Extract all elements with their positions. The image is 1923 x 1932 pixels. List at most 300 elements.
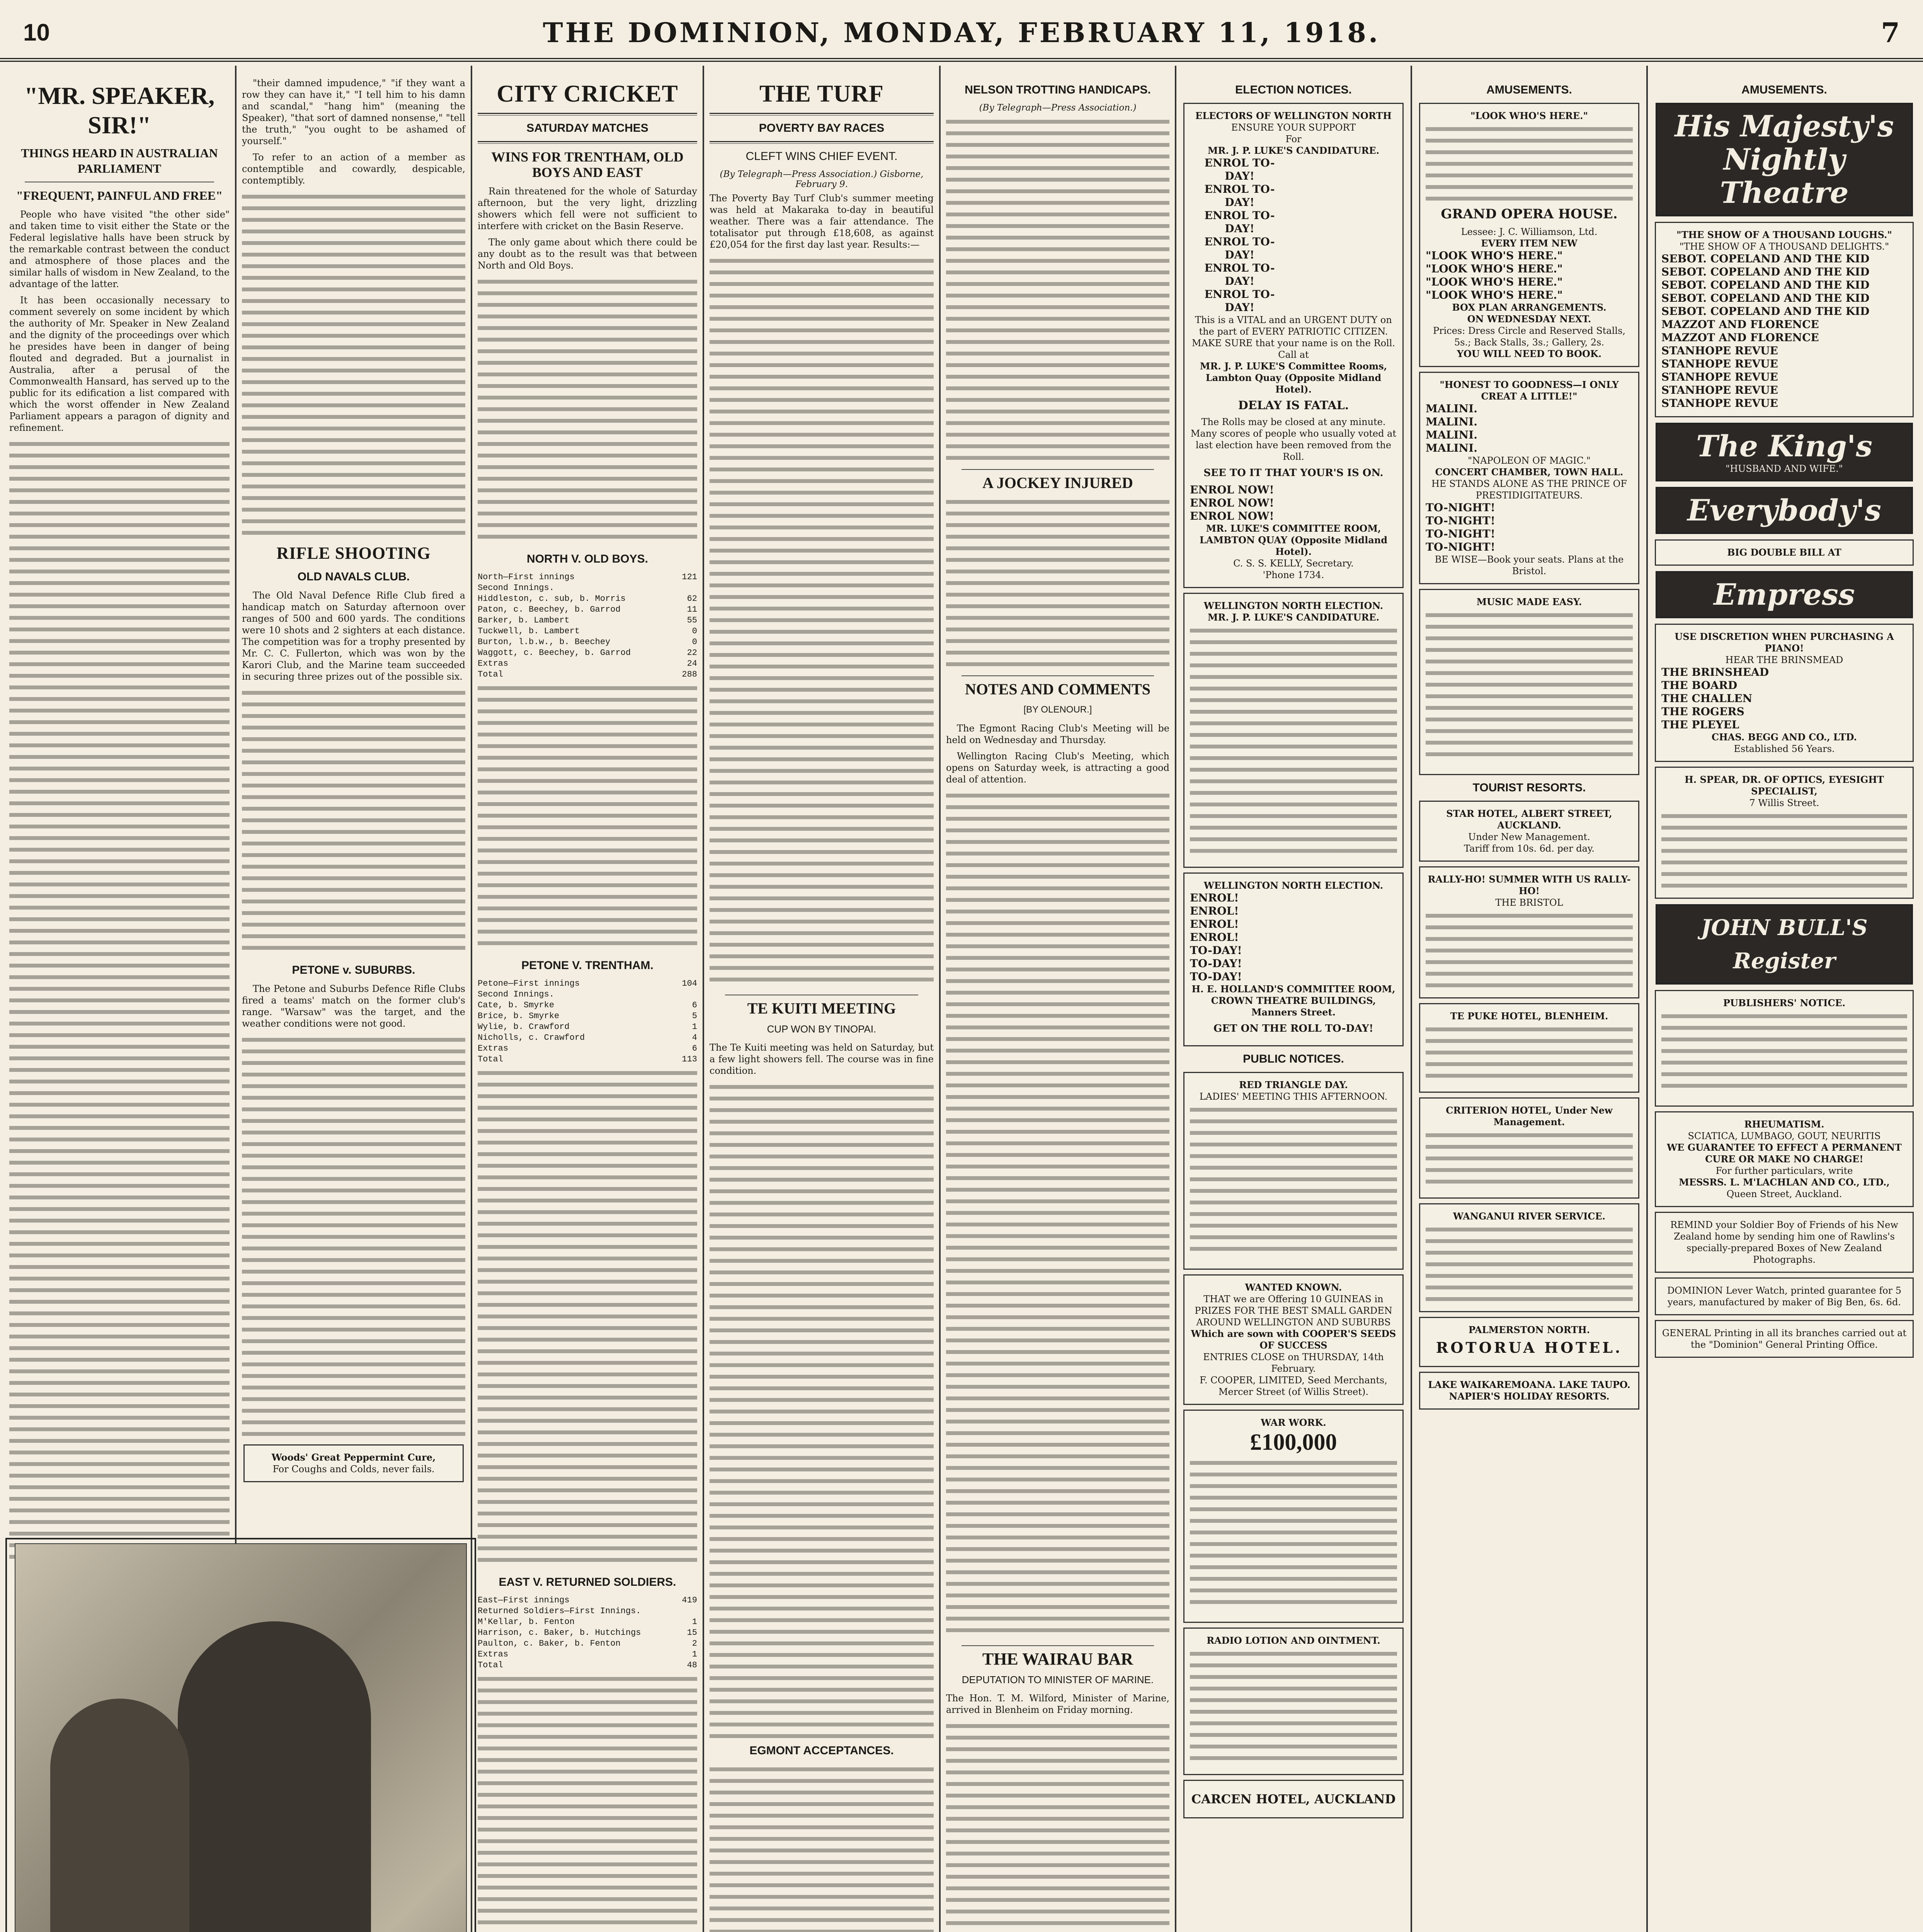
enrol-item: ENROL!	[1190, 891, 1239, 904]
article-headline: "MR. SPEAKER, SIR!"	[24, 82, 215, 139]
notice-line: ENTRIES CLOSE on THURSDAY, 14th February.	[1203, 1352, 1384, 1374]
enrol-item: ENROL TO-DAY!	[1204, 235, 1275, 261]
score-batsman: Total	[478, 1660, 504, 1670]
divider	[478, 141, 697, 144]
section-subheading: POVERTY BAY RACES	[759, 122, 885, 134]
ad-list-item: THE ROGERS	[1661, 705, 1744, 718]
ad-line: "NAPOLEON OF MAGIC."	[1468, 455, 1591, 466]
divider	[478, 113, 697, 116]
ad-body	[1426, 1224, 1633, 1301]
notice-heading: CARCEN HOTEL, AUCKLAND	[1191, 1792, 1396, 1806]
score-row	[478, 669, 697, 680]
article-paragraph: The Poverty Bay Turf Club's summer meeting was held at Makaraka to-day in beautiful weather. There was a fair attendance. The totalisator put through £18,608, as against £20,054 for the first day last year. Results:—	[710, 193, 934, 250]
score-row	[478, 572, 697, 583]
notice-rooms: H. E. HOLLAND'S COMMITTEE ROOM, CROWN THEATRE BUILDINGS, Manners Street.	[1191, 983, 1395, 1018]
kodak-figure	[178, 1621, 371, 1932]
ad-list-item: MALINI.	[1426, 415, 1477, 428]
logo-title: Everybody's	[1687, 493, 1881, 527]
ad-venue: ROTORUA HOTEL.	[1436, 1339, 1623, 1356]
section-heading: NELSON TROTTING HANDICAPS.	[965, 83, 1151, 96]
score-batsman: Total	[478, 1054, 504, 1064]
article-text-block	[478, 276, 697, 546]
ad-list-item: "LOOK WHO'S HERE."	[1426, 249, 1563, 262]
article-paragraph: The Old Naval Defence Rifle Club fired a handicap match on Saturday afternoon over ranges of 500 and 600 yards. The conditions were 10 shots and 2 sighters at each distance. The competition was for a trophy presented by Mr. C. C. Fullerton, which was won by the Karori Club, and the Marine team succeeded in securing three prizes out of the possible six.	[242, 590, 465, 682]
notice-heading: RADIO LOTION AND OINTMENT.	[1207, 1635, 1380, 1646]
ad-title: PUBLISHERS' NOTICE.	[1723, 997, 1846, 1009]
notice-candidate: MR. J. P. LUKE'S CANDIDATURE.	[1207, 612, 1380, 623]
section-heading: THE TURF	[759, 81, 884, 107]
publishers-notice	[1655, 990, 1914, 1107]
column-3	[472, 68, 703, 1932]
article-subhead: CUP WON BY TINOPAI.	[767, 1023, 876, 1035]
ad-list-item: TO-NIGHT!	[1426, 501, 1496, 514]
ad-title: RHEUMATISM.	[1744, 1119, 1824, 1130]
divider	[962, 675, 1154, 676]
article-headline: THE WAIRAU BAR	[982, 1650, 1133, 1668]
score-row	[478, 1649, 697, 1660]
dateline: (By Telegraph—Press Association.) Gisborne, February 9.	[720, 169, 924, 189]
war-work-ad	[1183, 1410, 1404, 1623]
article-paragraph: People who have visited "the other side" and taken time to visit either the State or the Federal legislative halls have been struck by the remarkable contrast between the conduct and atmosphere of those places and the similar halls of wisdom in New Zealand, to the advantage of the latter.	[9, 209, 230, 289]
article-subhead: "FREQUENT, PAINFUL AND FREE"	[16, 189, 223, 202]
scorecard	[478, 572, 697, 680]
ad-title: H. SPEAR, DR. OF OPTICS, EYESIGHT SPECIALIST,	[1685, 774, 1884, 797]
ad-list-item: THE BRINSHEAD	[1661, 666, 1769, 679]
score-batsman: Second Innings.	[478, 990, 555, 999]
score-row	[478, 1638, 697, 1649]
article-headline: TE KUITI MEETING	[747, 1000, 896, 1017]
score-row	[478, 1660, 697, 1671]
ad-title: CRITERION HOTEL, Under New Management.	[1446, 1105, 1613, 1128]
score-batsman: Petone—First innings	[478, 979, 580, 988]
score-batsman: North—First innings	[478, 572, 575, 582]
ad-list	[1426, 501, 1633, 554]
score-batsman: Wylie, b. Crawford	[478, 1022, 570, 1032]
hotel-ad	[1419, 866, 1639, 998]
ad-body	[1426, 1129, 1633, 1187]
ad-title: LAKE WAIKAREMOANA. LAKE TAUPO.	[1428, 1379, 1630, 1390]
score-runs: 1	[692, 1022, 697, 1032]
the-kings-logo	[1656, 423, 1913, 481]
ad-list-item: SEBOT. COPELAND AND THE KID	[1661, 265, 1870, 278]
ad-line: MESSRS. L. M'LACHLAN AND CO., LTD.,	[1679, 1177, 1890, 1188]
score-row	[478, 594, 697, 604]
enrol-item: TO-DAY!	[1190, 957, 1242, 970]
ad-body	[1661, 1010, 1907, 1095]
public-notice	[1183, 1072, 1404, 1270]
score-batsman: Extras	[478, 1650, 509, 1659]
ad-list-item: TO-NIGHT!	[1426, 541, 1496, 553]
article-paragraph: The Hon. T. M. Wilford, Minister of Marine, arrived in Blenheim on Friday morning.	[946, 1693, 1169, 1715]
ad-title: "LOOK WHO'S HERE."	[1470, 110, 1588, 121]
ad-line: NAPIER'S HOLIDAY RESORTS.	[1449, 1391, 1610, 1402]
score-batsman: Extras	[478, 659, 509, 668]
notice-heading: RED TRIANGLE DAY.	[1239, 1079, 1348, 1090]
score-runs: 288	[682, 670, 697, 679]
article-subhead: DEPUTATION TO MINISTER OF MARINE.	[962, 1674, 1154, 1685]
score-batsman: Total	[478, 670, 504, 679]
notice-body	[1190, 1457, 1397, 1612]
score-runs: 0	[692, 637, 697, 647]
score-row	[478, 1054, 697, 1065]
ad-list-item: MAZZOT AND FLORENCE	[1661, 318, 1819, 331]
notice-phone: 'Phone 1734.	[1263, 570, 1324, 580]
cooper-seeds-ad	[1183, 1274, 1404, 1405]
election-notice	[1183, 872, 1404, 1046]
column-8	[1648, 68, 1921, 1932]
ad-list-item: THE CHALLEN	[1661, 692, 1753, 705]
article-paragraph: To refer to an action of a member as contemptible and cowardly, despicable, contemptibly.	[242, 152, 465, 186]
score-runs: 0	[692, 626, 697, 636]
enrol-item: ENROL TO-DAY!	[1204, 183, 1275, 209]
score-runs: 4	[692, 1033, 697, 1043]
scorecard-continued	[478, 1673, 697, 1932]
notice-line: Which are sown with COOPER'S SEEDS OF SUCCESS	[1191, 1328, 1396, 1351]
ad-line: EVERY ITEM NEW	[1481, 238, 1578, 249]
scorecard-continued	[478, 682, 697, 953]
ad-title: MUSIC MADE EASY.	[1476, 596, 1582, 607]
article-paragraph: The Egmont Racing Club's Meeting will be held on Wednesday and Thursday.	[946, 723, 1169, 745]
article-text-block	[946, 1720, 1169, 1932]
article-headline: NOTES AND COMMENTS	[965, 680, 1151, 698]
ad-line: "THE SHOW OF A THOUSAND DELIGHTS."	[1679, 241, 1889, 252]
score-row	[478, 658, 697, 669]
score-runs: 1	[692, 1650, 697, 1659]
ad-line: Queen Street, Auckland.	[1726, 1189, 1842, 1199]
score-runs: 11	[687, 605, 697, 614]
section-heading: AMUSEMENTS.	[1741, 83, 1827, 96]
ad-line: WE GUARANTEE TO EFFECT A PERMANENT CURE OR MAKE NO CHARGE!	[1667, 1142, 1902, 1165]
ad-list-item: MALINI.	[1426, 402, 1477, 415]
score-row	[478, 1022, 697, 1032]
score-runs: 62	[687, 594, 697, 604]
peppermint-ad	[243, 1444, 464, 1482]
ad-list-item: THE PLEYEL	[1661, 718, 1739, 731]
ad-list-item: STANHOPE REVUE	[1661, 371, 1778, 383]
ad-subtitle: For Coughs and Colds, never fails.	[272, 1464, 435, 1475]
kodak-illustration	[15, 1543, 467, 1932]
score-batsman: Tuckwell, b. Lambert	[478, 626, 580, 636]
ad-title: "HONEST TO GOODNESS—I ONLY CREAT A LITTLE!"	[1440, 379, 1619, 402]
ad-list-item: STANHOPE REVUE	[1661, 397, 1778, 410]
notice-body: This is a VITAL and an URGENT DUTY on the part of EVERY PATRIOTIC CITIZEN. MAKE SURE that your name is on the Roll.	[1191, 315, 1395, 349]
match-heading: PETONE V. TRENTHAM.	[521, 959, 653, 972]
enrol-now-list	[1190, 483, 1397, 523]
piano-ad	[1655, 624, 1914, 762]
hotel-ad	[1419, 801, 1639, 862]
article-paragraph: The only game about which there could be any doubt as to the result was that between North and Old Boys.	[478, 237, 697, 271]
theatre-ad	[1419, 103, 1639, 367]
watch-ad	[1655, 1277, 1914, 1315]
match-heading: EAST V. RETURNED SOLDIERS.	[499, 1576, 676, 1588]
score-runs: 6	[692, 1000, 697, 1010]
article-paragraph: The Petone and Suburbs Defence Rifle Clubs fired a teams' match on the former club's range. "Warsaw" was the target, and the weather conditions were not good.	[242, 983, 465, 1029]
section-subheading: PETONE v. SUBURBS.	[292, 964, 415, 976]
score-batsman: Paton, c. Beechey, b. Garrod	[478, 605, 621, 614]
score-runs: 55	[687, 616, 697, 625]
score-runs: 419	[682, 1595, 697, 1605]
notice-line: Call at	[1278, 349, 1309, 360]
ad-line: Tariff from 10s. 6d. per day.	[1464, 843, 1595, 854]
notice-body	[1190, 625, 1397, 857]
ad-list-item: SEBOT. COPELAND AND THE KID	[1661, 252, 1870, 265]
hotel-ad	[1183, 1780, 1404, 1818]
scorecard	[478, 1595, 697, 1671]
notice-body: THAT we are Offering 10 GUINEAS in PRIZES FOR THE BEST SMALL GARDEN AROUND WELLINGTON AND SUBURBS	[1195, 1294, 1392, 1328]
enrol-item: ENROL TO-DAY!	[1204, 262, 1275, 287]
enrol-item: ENROL!	[1190, 905, 1239, 917]
score-row	[478, 1617, 697, 1628]
article-byline: [BY OLENOUR.]	[1023, 704, 1092, 715]
ad-line: CHAS. BEGG AND CO., LTD.	[1712, 731, 1857, 743]
score-runs: 5	[692, 1011, 697, 1021]
score-row	[478, 1043, 697, 1054]
ad-title: USE DISCRETION WHEN PURCHASING A PIANO!	[1675, 631, 1894, 654]
race-results	[710, 1081, 934, 1738]
notice-heading: WELLINGTON NORTH ELECTION.	[1203, 600, 1384, 611]
enrol-grid	[1190, 891, 1397, 983]
ad-title: STAR HOTEL, ALBERT STREET, AUCKLAND.	[1446, 808, 1612, 831]
ad-title: PALMERSTON NORTH.	[1468, 1324, 1590, 1335]
score-runs: 1	[692, 1617, 697, 1627]
ad-line: Lessee: J. C. Williamson, Ltd.	[1461, 226, 1598, 237]
ad-line: Under New Management.	[1468, 832, 1590, 842]
column-4	[704, 68, 939, 1932]
article-headline: EGMONT ACCEPTANCES.	[749, 1744, 894, 1757]
ad-line: BOX PLAN ARRANGEMENTS.	[1452, 302, 1606, 313]
divider	[710, 113, 934, 116]
ad-list-item: "LOOK WHO'S HERE."	[1426, 289, 1563, 301]
score-batsman: Burton, l.b.w., b. Beechey	[478, 637, 611, 647]
enrol-list	[1190, 156, 1397, 314]
score-batsman: Returned Soldiers—First Innings.	[478, 1606, 641, 1616]
section-heading: CITY CRICKET	[497, 81, 678, 107]
ad-line: Prices: Dress Circle and Reserved Stalls, 5s.; Back Stalls, 3s.; Gallery, 2s.	[1433, 325, 1626, 348]
malini-ad	[1419, 372, 1639, 584]
notice-rooms: MR. J. P. LUKE'S Committee Rooms, Lambton Quay (Opposite Midland Hotel).	[1200, 361, 1387, 395]
score-runs: 15	[687, 1628, 697, 1638]
handicap-list	[946, 116, 1169, 464]
score-batsman: Cate, b. Smyrke	[478, 1000, 555, 1010]
score-batsman: Extras	[478, 1044, 509, 1053]
river-service-ad	[1419, 1203, 1639, 1312]
score-row	[478, 1000, 697, 1011]
optician-ad	[1655, 767, 1914, 899]
ad-line: For further particulars, write	[1715, 1165, 1853, 1176]
everybodys-logo	[1656, 487, 1913, 534]
score-runs: 22	[687, 648, 697, 658]
score-batsman: Hiddleston, c. sub, b. Morris	[478, 594, 626, 604]
score-row	[478, 648, 697, 658]
ad-line: 7 Willis Street.	[1749, 798, 1819, 808]
ad-list-item: TO-NIGHT!	[1426, 527, 1496, 540]
logo-title: The King's	[1696, 429, 1872, 463]
photographs-ad	[1655, 1212, 1914, 1273]
divider	[710, 141, 934, 144]
ad-line: Established 56 Years.	[1734, 743, 1835, 754]
score-runs: 24	[687, 659, 697, 668]
printing-ad	[1655, 1320, 1914, 1358]
enrol-item: TO-DAY!	[1190, 970, 1242, 983]
logo-title: JOHN BULL'S Register	[1701, 915, 1868, 974]
hotel-ad	[1419, 1097, 1639, 1199]
divider	[962, 1645, 1154, 1646]
ad-list	[1426, 402, 1633, 455]
his-majestys-logo	[1656, 103, 1913, 216]
article-text-block	[242, 191, 465, 539]
ad-list	[1661, 666, 1907, 731]
score-row	[478, 615, 697, 626]
score-row	[478, 604, 697, 615]
ad-line: HE STANDS ALONE AS THE PRINCE OF PRESTIDIGITATEURS.	[1431, 478, 1627, 501]
section-heading: RIFLE SHOOTING	[276, 544, 431, 563]
ad-list-item: STANHOPE REVUE	[1661, 357, 1778, 370]
score-batsman: Brice, b. Smyrke	[478, 1011, 560, 1021]
article-paragraph: Wellington Racing Club's Meeting, which opens on Saturday week, is attracting a good deal of attention.	[946, 751, 1169, 785]
enrol-item: TO-DAY!	[1190, 944, 1242, 957]
ad-list	[1661, 344, 1907, 410]
notice-emphasis: SEE TO IT THAT YOUR'S IS ON.	[1203, 467, 1384, 479]
ad-body	[1426, 1024, 1633, 1082]
article-paragraph: It has been occasionally necessary to comment severely on some incident by which the authority of Mr. Speaker in New Zealand and the dignity of the proceedings over which he presides have been in danger of being flouted and degraded. But a journalist in Australia, after a perusal of the Commonwealth Hansard, has served up to the public for its edification a list compared with which the worst offender in New Zealand Parliament appears a paragon of dignity and refinement.	[9, 295, 230, 433]
ad-line: THE BRISTOL	[1495, 897, 1563, 908]
enrol-item: ENROL NOW!	[1190, 497, 1274, 509]
score-runs: 6	[692, 1044, 697, 1053]
article-text-block	[946, 496, 1169, 670]
enrol-item: ENROL TO-DAY!	[1204, 156, 1275, 182]
ad-venue: CONCERT CHAMBER, TOWN HALL.	[1435, 466, 1623, 478]
ad-line: ON WEDNESDAY NEXT.	[1467, 313, 1591, 325]
enrol-item: ENROL TO-DAY!	[1204, 209, 1275, 235]
score-row	[478, 583, 697, 594]
match-heading: NORTH V. OLD BOYS.	[527, 553, 648, 565]
article-headline: WINS FOR TRENTHAM, OLD BOYS AND EAST	[491, 149, 684, 180]
divider	[962, 469, 1154, 470]
notice-heading: WELLINGTON NORTH ELECTION.	[1203, 880, 1384, 891]
ad-body: GENERAL Printing in all its branches carried out at the "Dominion" General Printing Office.	[1662, 1328, 1907, 1350]
article-text-block	[9, 438, 230, 1559]
masthead	[0, 0, 1923, 62]
race-results	[710, 255, 934, 989]
score-row	[478, 989, 697, 1000]
ad-title: BIG DOUBLE BILL AT	[1727, 547, 1841, 558]
section-heading: ELECTION NOTICES.	[1235, 83, 1352, 96]
ad-list	[1661, 252, 1907, 318]
ad-body: DOMINION Lever Watch, printed guarantee for 5 years, manufactured by maker of Big Ben, 6s. 6d.	[1667, 1285, 1901, 1308]
notice-line: LADIES' MEETING THIS AFTERNOON.	[1199, 1091, 1388, 1102]
score-table	[242, 687, 465, 957]
ad-list-item: SEBOT. COPELAND AND THE KID	[1661, 292, 1870, 304]
article-paragraph: The Te Kuiti meeting was held on Saturday, but a few light showers fell. The course was in fine condition.	[710, 1042, 934, 1076]
ad-body	[1426, 910, 1633, 987]
score-batsman: Nicholls, c. Crawford	[478, 1033, 585, 1043]
score-batsman: Barker, b. Lambert	[478, 616, 570, 625]
column-5	[941, 68, 1175, 1932]
ad-list	[1426, 249, 1633, 302]
ad-list-item: STANHOPE REVUE	[1661, 384, 1778, 396]
ad-list-item: SEBOT. COPELAND AND THE KID	[1661, 305, 1870, 318]
music-ad	[1419, 589, 1639, 775]
ad-venue: GRAND OPERA HOUSE.	[1441, 206, 1618, 222]
logo-title: Empress	[1714, 577, 1855, 612]
enrol-item: ENROL TO-DAY!	[1204, 288, 1275, 314]
ad-list-item: "LOOK WHO'S HERE."	[1426, 262, 1563, 275]
section-subheading: SATURDAY MATCHES	[526, 122, 648, 134]
notice-line: For	[1285, 134, 1302, 145]
score-row	[478, 1628, 697, 1638]
score-row	[478, 978, 697, 989]
logo-subtitle: "HUSBAND AND WIFE."	[1726, 463, 1843, 474]
score-table	[242, 1034, 465, 1440]
dateline: (By Telegraph—Press Association.)	[979, 103, 1137, 113]
notice-emphasis: GET ON THE ROLL TO-DAY!	[1213, 1023, 1373, 1034]
rheumatism-ad	[1655, 1111, 1914, 1207]
scorecard-continued	[478, 1067, 697, 1570]
ad-line: YOU WILL NEED TO BOOK.	[1457, 348, 1602, 359]
empress-logo	[1656, 571, 1913, 618]
score-batsman: M'Kellar, b. Fenton	[478, 1617, 575, 1627]
section-subheading: CLEFT WINS CHIEF EVENT.	[745, 150, 898, 163]
election-notice	[1183, 103, 1404, 588]
section-subheading: OLD NAVALS CLUB.	[297, 570, 410, 583]
logo-title: His Majesty's Nightly Theatre	[1675, 109, 1894, 210]
kodak-advertisement	[5, 1538, 476, 1932]
notice-heading: WANTED KNOWN.	[1245, 1282, 1342, 1293]
score-row	[478, 1595, 697, 1606]
ad-title: TE PUKE HOTEL, BLENHEIM.	[1450, 1010, 1608, 1022]
notice-heading: ELECTORS OF WELLINGTON NORTH	[1195, 110, 1392, 121]
column-7	[1412, 68, 1646, 1932]
theatre-ad	[1655, 539, 1914, 566]
article-paragraph: "their damned impudence," "if they want a row they can have it," "I tell him to his damn and scandal," "hang him" (meaning the Speaker), "that sort of damned nonsense," "tell the truth," "you ought to be ashamed of yourself."	[242, 78, 465, 146]
ad-list-item: TO-NIGHT!	[1426, 514, 1496, 527]
score-row	[478, 637, 697, 648]
ad-list	[1661, 318, 1907, 344]
page-number: 7	[1881, 17, 1900, 49]
article-paragraph: Rain threatened for the whole of Saturday afternoon, but the very light, drizzling showers which fell were not sufficient to interfere with cricket on the Basin Reserve.	[478, 186, 697, 231]
hotel-ad	[1419, 1317, 1639, 1367]
ad-list-item: MAZZOT AND FLORENCE	[1661, 331, 1819, 344]
ad-list-item: STANHOPE REVUE	[1661, 344, 1778, 357]
notice-emphasis: DELAY IS FATAL.	[1238, 399, 1349, 412]
masthead-title: THE DOMINION, MONDAY, FEBRUARY 11, 1918.	[543, 17, 1380, 49]
score-runs: 121	[682, 572, 697, 582]
notice-body	[1190, 1648, 1397, 1764]
enrol-item: ENROL NOW!	[1190, 510, 1274, 522]
enrol-item: ENROL!	[1190, 931, 1239, 944]
notice-heading: WAR WORK.	[1261, 1417, 1326, 1428]
score-row	[478, 1011, 697, 1022]
score-row	[478, 626, 697, 637]
ad-line: BE WISE—Book your seats. Plans at the Bristol.	[1435, 554, 1624, 577]
enrol-item: ENROL NOW!	[1190, 483, 1274, 496]
notice-body	[1190, 1104, 1397, 1259]
notice-rooms: MR. LUKE'S COMMITTEE ROOM, LAMBTON QUAY (Opposite Midland Hotel).	[1200, 523, 1387, 557]
score-runs: 48	[687, 1660, 697, 1670]
resort-ad	[1419, 1372, 1639, 1410]
notice-body: The Rolls may be closed at any minute. Many scores of people who usually voted at last election have been removed from the Roll.	[1190, 417, 1397, 462]
article-headline: A JOCKEY INJURED	[982, 474, 1133, 492]
enrol-item: ENROL!	[1190, 918, 1239, 930]
score-batsman: Second Innings.	[478, 583, 555, 593]
ad-line: SCIATICA, LUMBAGO, GOUT, NEURITIS	[1688, 1131, 1881, 1141]
ad-list-item: THE BOARD	[1661, 679, 1738, 692]
hotel-ad	[1419, 1003, 1639, 1093]
score-runs: 113	[682, 1054, 697, 1064]
section-heading: PUBLIC NOTICES.	[1243, 1053, 1344, 1065]
ad-body	[1426, 609, 1633, 764]
ad-list-item: MALINI.	[1426, 429, 1477, 441]
